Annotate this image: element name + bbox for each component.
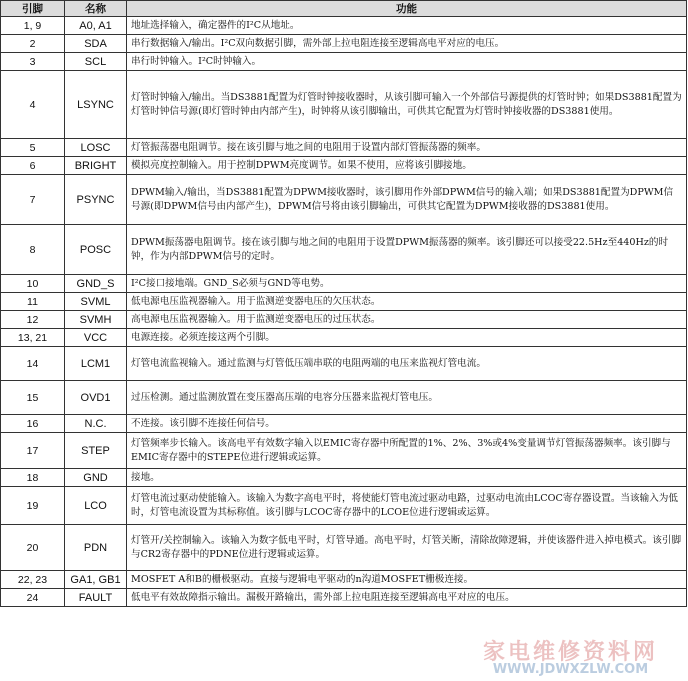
function-cell: 串行时钟输入。I²C时钟输入。 — [127, 53, 687, 71]
table-row — [1, 157, 687, 175]
function-cell: 灯管电流过驱动使能输入。该输入为数字高电平时，将使能灯管电流过驱动电路，过驱动电流由LCOC寄存器设置。当该输入为低时，灯管电流设置为其标称值。该引脚与LCOC寄存器中的LCOE位进行逻辑或运算。 — [127, 487, 687, 525]
function-cell: 接地。 — [127, 469, 687, 487]
table-row — [1, 293, 687, 311]
table-row — [1, 415, 687, 433]
name-cell: FAULT — [65, 589, 127, 607]
pin-cell: 18 — [1, 469, 65, 487]
name-cell: N.C. — [65, 415, 127, 433]
function-cell: 灯管开/关控制输入。该输入为数字低电平时，灯管导通。高电平时，灯管关断，清除故障逻辑，并使该器件进入掉电模式。该引脚与CR2寄存器中的PDNE位进行逻辑或运算。 — [127, 525, 687, 571]
function-cell: 不连接。该引脚不连接任何信号。 — [127, 415, 687, 433]
header-name: 名称 — [65, 1, 127, 17]
name-cell: GND_S — [65, 275, 127, 293]
pin-cell: 4 — [1, 71, 65, 139]
pin-cell: 24 — [1, 589, 65, 607]
pin-cell: 19 — [1, 487, 65, 525]
watermark-text: 家电维修资料网 — [482, 640, 658, 665]
pin-cell: 16 — [1, 415, 65, 433]
name-cell: PDN — [65, 525, 127, 571]
name-cell: POSC — [65, 225, 127, 275]
function-cell: 灯管电流监视输入。通过监测与灯管低压端串联的电阻两端的电压来监视灯管电流。 — [127, 347, 687, 381]
function-cell: MOSFET A和B的栅极驱动。直接与逻辑电平驱动的n沟道MOSFET栅极连接。 — [127, 571, 687, 589]
pin-cell: 17 — [1, 433, 65, 469]
pin-cell: 6 — [1, 157, 65, 175]
pin-cell: 10 — [1, 275, 65, 293]
table-row — [1, 433, 687, 469]
table-row — [1, 381, 687, 415]
pin-cell: 14 — [1, 347, 65, 381]
table-row — [1, 487, 687, 525]
function-cell: 过压检测。通过监测放置在变压器高压端的电容分压器来监视灯管电压。 — [127, 381, 687, 415]
pin-cell: 15 — [1, 381, 65, 415]
pin-cell: 12 — [1, 311, 65, 329]
function-cell: 模拟亮度控制输入。用于控制DPWM亮度调节。如果不使用，应将该引脚接地。 — [127, 157, 687, 175]
table-row — [1, 469, 687, 487]
name-cell: LCM1 — [65, 347, 127, 381]
pin-cell: 20 — [1, 525, 65, 571]
table-row — [1, 311, 687, 329]
function-cell: 灯管振荡器电阻调节。接在该引脚与地之间的电阻用于设置内部灯管振荡器的频率。 — [127, 139, 687, 157]
function-cell: I²C接口接地端。GND_S必须与GND等电势。 — [127, 275, 687, 293]
name-cell: GND — [65, 469, 127, 487]
pin-cell: 13, 21 — [1, 329, 65, 347]
function-cell: DPWM输入/输出，当DS3881配置为DPWM接收器时，该引脚用作外部DPWM信号的输入端；如果DS3881配置为DPWM信号源(即DPWM信号由内部产生)，DPWM信号将由该引脚输出，可供其它配置为DPWM接收器的DS3881使用。 — [127, 175, 687, 225]
table-row — [1, 175, 687, 225]
watermark-url: WWW.JDWXZLW.COM — [492, 662, 649, 677]
name-cell: BRIGHT — [65, 157, 127, 175]
table-row — [1, 53, 687, 71]
pin-cell: 5 — [1, 139, 65, 157]
name-cell: OVD1 — [65, 381, 127, 415]
table-row — [1, 139, 687, 157]
name-cell: SVML — [65, 293, 127, 311]
table-row — [1, 275, 687, 293]
function-cell: 高电源电压监视器输入。用于监测逆变器电压的过压状态。 — [127, 311, 687, 329]
pin-cell: 8 — [1, 225, 65, 275]
name-cell: LOSC — [65, 139, 127, 157]
name-cell: SCL — [65, 53, 127, 71]
name-cell: STEP — [65, 433, 127, 469]
pin-cell: 1, 9 — [1, 17, 65, 35]
function-cell: 电源连接。必须连接这两个引脚。 — [127, 329, 687, 347]
pin-cell: 2 — [1, 35, 65, 53]
table-row — [1, 347, 687, 381]
name-cell: GA1, GB1 — [65, 571, 127, 589]
header-pin: 引脚 — [1, 1, 65, 17]
table-body — [1, 17, 687, 607]
table-row — [1, 329, 687, 347]
name-cell: VCC — [65, 329, 127, 347]
table-row — [1, 17, 687, 35]
name-cell: A0, A1 — [65, 17, 127, 35]
pin-cell: 11 — [1, 293, 65, 311]
watermark-logo — [483, 635, 658, 677]
header-function: 功能 — [127, 1, 687, 17]
name-cell: PSYNC — [65, 175, 127, 225]
pin-cell: 22, 23 — [1, 571, 65, 589]
function-cell: 灯管时钟输入/输出。当DS3881配置为灯管时钟接收器时，从该引脚可输入一个外部信号源提供的灯管时钟；如果DS3881配置为灯管时钟信号源(即灯管时钟由内部产生)，时钟将从该引脚输出，可供其它配置为灯管时钟接收器的DS3881使用。 — [127, 71, 687, 139]
function-cell: DPWM振荡器电阻调节。接在该引脚与地之间的电阻用于设置DPWM振荡器的频率。该引脚还可以接受22.5Hz至440Hz的时钟，作为内部DPWM信号的定时。 — [127, 225, 687, 275]
name-cell: SDA — [65, 35, 127, 53]
table-row — [1, 571, 687, 589]
table-row — [1, 225, 687, 275]
name-cell: LSYNC — [65, 71, 127, 139]
function-cell: 地址选择输入，确定器件的I²C从地址。 — [127, 17, 687, 35]
function-cell: 低电源电压监视器输入。用于监测逆变器电压的欠压状态。 — [127, 293, 687, 311]
function-cell: 串行数据输入/输出。I²C双向数据引脚，需外部上拉电阻连接至逻辑高电平对应的电压。 — [127, 35, 687, 53]
pin-cell: 3 — [1, 53, 65, 71]
name-cell: LCO — [65, 487, 127, 525]
function-cell: 灯管频率步长输入。该高电平有效数字输入以EMIC寄存器中所配置的1%、2%、3%或4%变量调节灯管振荡器频率。该引脚与EMIC寄存器中的STEPE位进行逻辑或运算。 — [127, 433, 687, 469]
table-row — [1, 589, 687, 607]
pin-cell: 7 — [1, 175, 65, 225]
table-row — [1, 71, 687, 139]
table-row — [1, 35, 687, 53]
name-cell: SVMH — [65, 311, 127, 329]
function-cell: 低电平有效故障指示输出。漏极开路输出，需外部上拉电阻连接至逻辑高电平对应的电压。 — [127, 589, 687, 607]
table-row — [1, 525, 687, 571]
table-header — [1, 1, 687, 17]
